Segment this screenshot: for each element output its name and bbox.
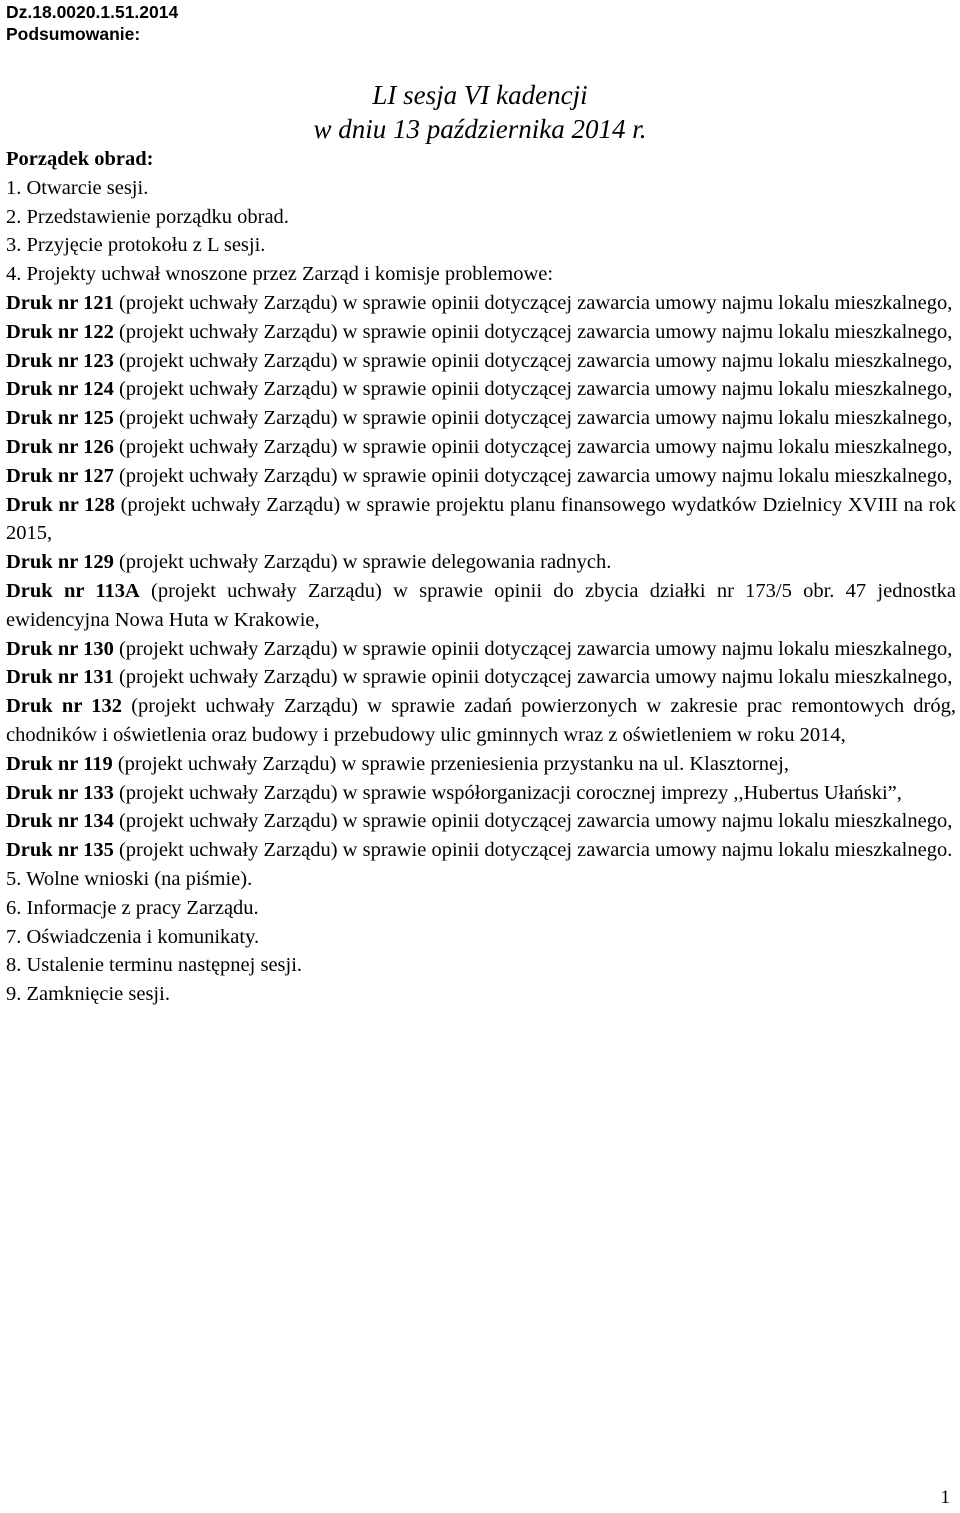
druk-number: Druk nr 129	[6, 551, 114, 574]
druk-item	[6, 779, 956, 808]
druk-number: Druk nr 124	[6, 378, 114, 401]
druk-description: (projekt uchwały Zarządu) w sprawie współorganizacji corocznej imprezy ,,Hubertus Ułański”,	[113, 781, 902, 804]
agenda-item: 5. Wolne wnioski (na piśmie).	[6, 867, 253, 890]
druk-description: (projekt uchwały Zarządu) w sprawie delegowania radnych.	[113, 551, 612, 574]
druk-number: Druk nr 123	[6, 349, 114, 372]
druk-number: Druk nr 126	[6, 435, 114, 458]
druk-item	[6, 433, 956, 462]
druk-number: Druk nr 130	[6, 637, 114, 660]
druk-item	[6, 635, 956, 664]
druk-item	[6, 491, 956, 549]
agenda-item: 9. Zamknięcie sesji.	[6, 983, 170, 1006]
druk-description: (projekt uchwały Zarządu) w sprawie opinii dotyczącej zawarcia umowy najmu lokalu mieszkalnego,	[113, 666, 953, 689]
druk-item	[6, 750, 956, 779]
druk-item	[6, 347, 956, 376]
druk-item	[6, 404, 956, 433]
druk-description: (projekt uchwały Zarządu) w sprawie opinii dotyczącej zawarcia umowy najmu lokalu mieszkalnego,	[113, 320, 953, 343]
session-date: w dniu 13 października 2014 r.	[313, 114, 647, 144]
druk-item	[6, 318, 956, 347]
druk-list	[6, 289, 956, 865]
druk-number: Druk nr 128	[6, 493, 115, 516]
druk-description: (projekt uchwały Zarządu) w sprawie opinii dotyczącej zawarcia umowy najmu lokalu mieszkalnego,	[113, 378, 953, 401]
druk-description: (projekt uchwały Zarządu) w sprawie przeniesienia przystanku na ul. Klasztornej,	[112, 752, 789, 775]
druk-number: Druk nr 133	[6, 781, 114, 804]
druk-description: (projekt uchwały Zarządu) w sprawie opinii dotyczącej zawarcia umowy najmu lokalu mieszkalnego,	[113, 464, 953, 487]
druk-description: (projekt uchwały Zarządu) w sprawie opinii do zbycia działki nr 173/5 obr. 47 jednostka ewidencyjna Nowa Huta w Krakowie,	[6, 579, 956, 631]
druk-item	[6, 807, 956, 836]
druk-number: Druk nr 125	[6, 407, 114, 430]
druk-description: (projekt uchwały Zarządu) w sprawie zadań powierzonych w zakresie prac remontowych dróg, chodników i oświetlenia oraz budowy i przebudowy ulic gminnych wraz z oświetleniem w roku 2014,	[6, 695, 956, 746]
druk-number: Druk nr 134	[6, 810, 114, 833]
agenda-item: 3. Przyjęcie protokołu z L sesji.	[6, 234, 266, 257]
agenda-item: 8. Ustalenie terminu następnej sesji.	[6, 954, 303, 977]
druk-item	[6, 548, 956, 577]
agenda-item: 4. Projekty uchwał wnoszone przez Zarząd i komisje problemowe:	[6, 263, 554, 286]
druk-number: Druk nr 113A	[6, 579, 140, 602]
druk-number: Druk nr 135	[6, 839, 114, 862]
druk-item	[6, 692, 956, 750]
summary-label: Podsumowanie:	[6, 24, 141, 44]
agenda-items-after	[6, 865, 956, 1009]
druk-item	[6, 836, 956, 865]
agenda-item: 1. Otwarcie sesji.	[6, 176, 149, 199]
druk-item	[6, 375, 956, 404]
agenda-body	[6, 145, 956, 1009]
druk-description: (projekt uchwały Zarządu) w sprawie opinii dotyczącej zawarcia umowy najmu lokalu mieszkalnego.	[113, 839, 953, 862]
druk-item	[6, 577, 956, 635]
druk-item	[6, 289, 956, 318]
druk-description: (projekt uchwały Zarządu) w sprawie opinii dotyczącej zawarcia umowy najmu lokalu mieszkalnego,	[113, 637, 953, 660]
session-title: LI sesja VI kadencji	[372, 80, 588, 110]
druk-number: Druk nr 132	[6, 695, 123, 718]
agenda-items-before	[6, 174, 956, 289]
agenda-heading: Porządek obrad:	[6, 148, 154, 170]
druk-description: (projekt uchwały Zarządu) w sprawie opinii dotyczącej zawarcia umowy najmu lokalu mieszkalnego,	[113, 291, 953, 314]
druk-number: Druk nr 131	[6, 666, 114, 689]
document-reference: Dz.18.0020.1.51.2014	[6, 2, 179, 22]
druk-description: (projekt uchwały Zarządu) w sprawie opinii dotyczącej zawarcia umowy najmu lokalu mieszkalnego,	[113, 407, 953, 430]
agenda-item: 2. Przedstawienie porządku obrad.	[6, 205, 289, 228]
druk-item	[6, 462, 956, 491]
page-number: 1	[940, 1487, 950, 1508]
druk-number: Druk nr 121	[6, 291, 114, 314]
agenda-item: 6. Informacje z pracy Zarządu.	[6, 896, 259, 919]
druk-number: Druk nr 119	[6, 752, 113, 775]
druk-item	[6, 663, 956, 692]
agenda-item: 7. Oświadczenia i komunikaty.	[6, 925, 260, 948]
druk-description: (projekt uchwały Zarządu) w sprawie projektu planu finansowego wydatków Dzielnicy XVIII na rok 2015,	[6, 493, 956, 545]
druk-number: Druk nr 127	[6, 464, 114, 487]
druk-description: (projekt uchwały Zarządu) w sprawie opinii dotyczącej zawarcia umowy najmu lokalu mieszkalnego,	[113, 435, 953, 458]
druk-description: (projekt uchwały Zarządu) w sprawie opinii dotyczącej zawarcia umowy najmu lokalu mieszkalnego,	[113, 810, 953, 833]
druk-number: Druk nr 122	[6, 320, 114, 343]
druk-description: (projekt uchwały Zarządu) w sprawie opinii dotyczącej zawarcia umowy najmu lokalu mieszkalnego,	[113, 349, 953, 372]
